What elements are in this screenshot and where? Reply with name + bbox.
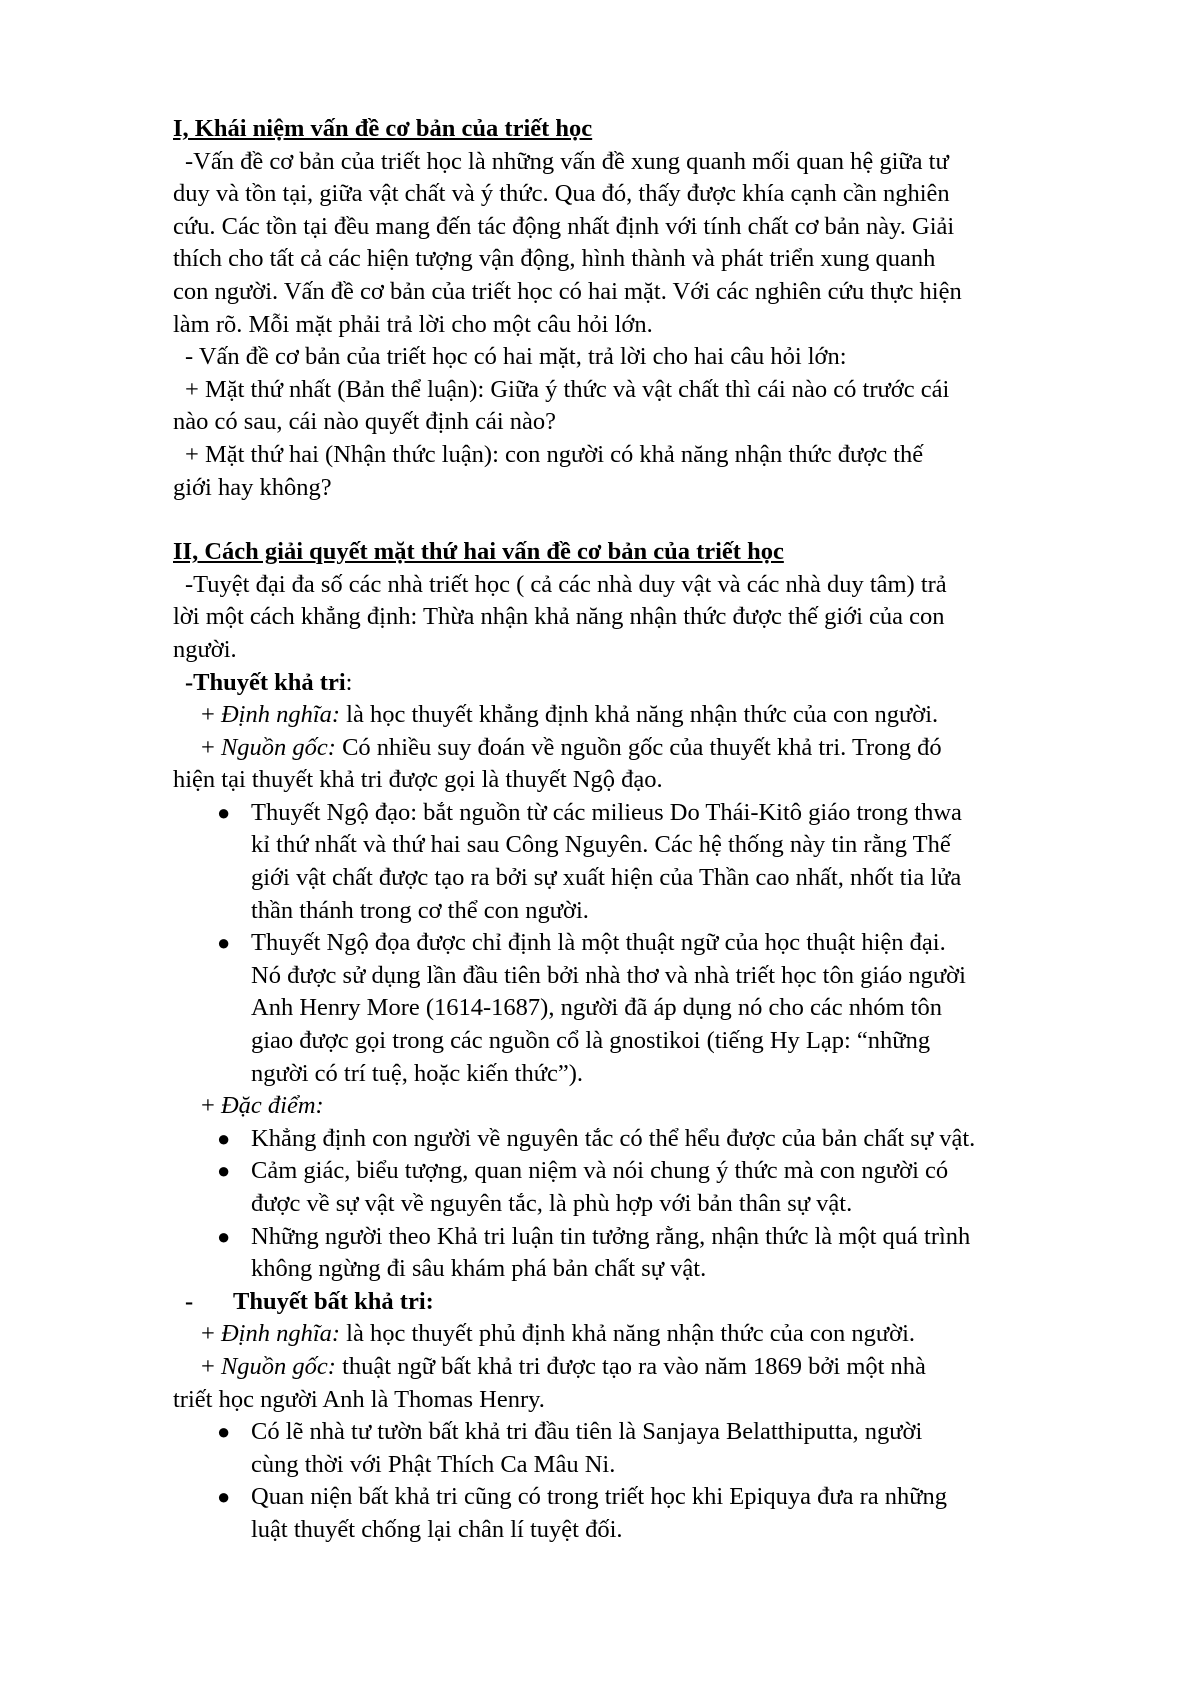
text-line: không ngừng đi sâu khám phá bản chất sự vật.	[251, 1255, 707, 1283]
text-line: giới vật chất được tạo ra bởi sự xuất hiện của Thần cao nhất, nhốt tia lửa	[251, 864, 962, 892]
text-line: cứu. Các tồn tại đều mang đến tác động nhất định với tính chất cơ bản này. Giải	[173, 212, 955, 240]
text-line: triết học người Anh là Thomas Henry.	[173, 1385, 545, 1413]
bat-kha-tri-origin	[173, 1351, 1200, 1416]
text-line	[173, 1123, 1200, 1156]
definition-text: là học thuyết khẳng định khả năng nhận thức của con người.	[340, 701, 939, 729]
bullet-icon: ●	[217, 1223, 231, 1249]
text-line: được về sự vật về nguyên tắc, là phù hợp với bản thân sự vật.	[251, 1190, 853, 1217]
text-line	[173, 927, 1200, 960]
dash-prefix: -	[185, 1287, 194, 1315]
list-item	[173, 1416, 1200, 1481]
text-line	[173, 1221, 1200, 1254]
list-item	[173, 1155, 1200, 1220]
origin-text: Có nhiều suy đoán về nguồn gốc của thuyết khả tri. Trong đó	[335, 733, 942, 761]
text-line: hiện tại thuyết khả tri được gọi là thuyết Ngộ đạo.	[173, 766, 663, 794]
text-line: người.	[173, 635, 237, 663]
bat-kha-tri-title-text: Thuyết bất khả tri:	[233, 1287, 434, 1315]
list-item	[173, 1481, 1200, 1546]
bullet-text: Thuyết Ngộ đạo: bắt nguồn từ các milieus Do Thái-Kitô giáo trong thwa	[251, 798, 962, 826]
text-line: lời một cách khẳng định: Thừa nhận khả năng nhận thức được thế giới của con	[173, 603, 945, 631]
section-1-paragraph-1	[173, 146, 1200, 342]
kha-tri-bullet-list	[173, 797, 1200, 1090]
text-line	[173, 1481, 1200, 1514]
bullet-icon: ●	[217, 1158, 231, 1184]
text-line: làm rõ. Mỗi mặt phải trả lời cho một câu hỏi lớn.	[173, 310, 653, 338]
text-line	[173, 732, 1200, 765]
bullet-icon: ●	[217, 799, 231, 825]
definition-text: là học thuyết phủ định khả năng nhận thức của con người.	[340, 1320, 916, 1348]
text-line: -Tuyệt đại đa số các nhà triết học ( cả các nhà duy vật và các nhà duy tâm) trả	[185, 570, 947, 598]
bullet-icon: ●	[217, 1484, 231, 1510]
plus-prefix: +	[201, 1352, 221, 1380]
kha-tri-origin	[173, 732, 1200, 797]
text-line	[173, 797, 1200, 830]
definition-label: Định nghĩa:	[220, 701, 341, 729]
text-line	[173, 1155, 1200, 1188]
aspect-1	[173, 374, 1200, 439]
text-line	[173, 1351, 1200, 1384]
text-line: nào có sau, cái nào quyết định cái nào?	[173, 408, 557, 436]
list-item	[173, 927, 1200, 1090]
bullet-text: Những người theo Khả tri luận tin tưởng rằng, nhận thức là một quá trình	[251, 1222, 971, 1250]
bullet-text: Khẳng định con người về nguyên tắc có thể hểu được của bản chất sự vật.	[251, 1124, 976, 1152]
features-label: Đặc điểm:	[220, 1092, 324, 1120]
text-line: Anh Henry More (1614-1687), người đã áp dụng nó cho các nhóm tôn	[251, 994, 942, 1022]
bullet-text: Thuyết Ngộ đọa được chỉ định là một thuật ngữ của học thuật hiện đại.	[251, 929, 946, 957]
kha-tri-title-text: -Thuyết khả tri	[185, 668, 346, 696]
kha-tri-title	[173, 667, 1200, 700]
bullet-text: Có lẽ nhà tư tườn bất khả tri đầu tiên là Sanjaya Belatthiputta, người	[251, 1418, 923, 1446]
bullet-icon: ●	[217, 1125, 231, 1151]
text-line: cùng thời với Phật Thích Ca Mâu Ni.	[251, 1450, 616, 1478]
aspect-2	[173, 439, 1200, 504]
text-line: kỉ thứ nhất và thứ hai sau Công Nguyên. Các hệ thống này tin rằng Thế	[251, 831, 951, 859]
kha-tri-title-suffix: :	[345, 668, 353, 696]
text-line: luật thuyết chống lại chân lí tuyệt đối.	[251, 1515, 623, 1543]
plus-prefix: +	[201, 701, 221, 729]
text-line: Nó được sử dụng lần đầu tiên bởi nhà thơ và nhà triết học tôn giáo người	[251, 961, 966, 989]
text-line: người có trí tuệ, hoặc kiến thức”).	[251, 1059, 584, 1087]
bullet-text: Cảm giác, biểu tượng, quan niệm và nói chung ý thức mà con người có	[251, 1157, 949, 1185]
section-2-intro	[173, 569, 1200, 667]
text-line: con người. Vấn đề cơ bản của triết học có hai mặt. Với các nghiên cứu thực hiện	[173, 277, 962, 305]
plus-prefix: +	[201, 1320, 221, 1348]
list-item	[173, 797, 1200, 927]
bullet-icon: ●	[217, 930, 231, 956]
bullet-text: Quan niện bất khả tri cũng có trong triết học khi Epiquya đưa ra những	[251, 1483, 948, 1511]
text-line: giới hay không?	[173, 473, 332, 501]
text-line: + Mặt thứ hai (Nhận thức luận): con người có khả năng nhận thức được thế	[185, 440, 924, 468]
plus-prefix: +	[201, 1092, 221, 1120]
features-bullet-list	[173, 1123, 1200, 1286]
origin-label: Nguồn gốc:	[220, 1352, 336, 1380]
bullet-icon: ●	[217, 1419, 231, 1445]
kha-tri-definition	[173, 699, 1200, 732]
plus-prefix: +	[201, 733, 221, 761]
origin-label: Nguồn gốc:	[220, 733, 336, 761]
text-line: -Vấn đề cơ bản của triết học là những vấn đề xung quanh mối quan hệ giữa tư	[185, 147, 949, 175]
list-item	[173, 1221, 1200, 1286]
list-item	[173, 1123, 1200, 1156]
text-line: + Mặt thứ nhất (Bản thể luận): Giữa ý thức và vật chất thì cái nào có trước cái	[185, 375, 950, 403]
text-line: thích cho tất cả các hiện tượng vận động, hình thành và phát triển xung quanh	[173, 245, 936, 273]
section-gap	[173, 504, 1200, 536]
section-1-heading: I, Khái niệm vấn đề cơ bản của triết học	[173, 115, 593, 142]
text-line: thần thánh trong cơ thể con người.	[251, 896, 589, 924]
text-line	[173, 1416, 1200, 1449]
text-line: duy và tồn tại, giữa vật chất và ý thức. Qua đó, thấy được khía cạnh cần nghiên	[173, 180, 950, 208]
bat-kha-tri-bullet-list	[173, 1416, 1200, 1546]
definition-label: Định nghĩa:	[220, 1320, 341, 1348]
section-1-paragraph-2: - Vấn đề cơ bản của triết học có hai mặt, trả lời cho hai câu hỏi lớn:	[185, 343, 847, 371]
kha-tri-features	[173, 1090, 1200, 1123]
origin-text: thuật ngữ bất khả tri được tạo ra vào năm 1869 bởi một nhà	[335, 1352, 926, 1380]
section-2-heading: II, Cách giải quyết mặt thứ hai vấn đề cơ bản của triết học	[173, 538, 784, 566]
bat-kha-tri-title	[173, 1286, 1200, 1319]
bat-kha-tri-definition	[173, 1318, 1200, 1351]
text-line: giao được gọi trong các nguồn cổ là gnostikoi (tiếng Hy Lạp: “những	[251, 1027, 931, 1055]
